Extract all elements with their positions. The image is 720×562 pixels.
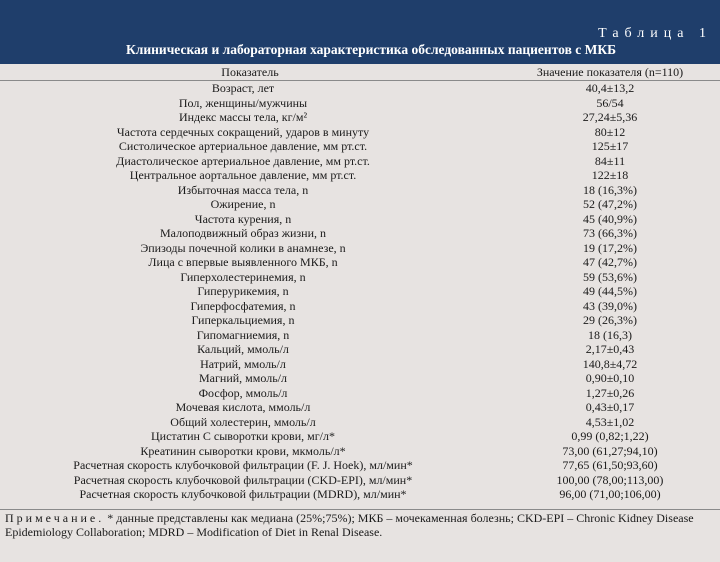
row-value: 122±18 bbox=[591, 168, 629, 182]
table-body bbox=[0, 81, 720, 502]
row-value: 1,27±0,26 bbox=[585, 385, 635, 400]
table-header-band bbox=[0, 0, 720, 64]
row-indicator: Лица с впервые выявленного МКБ, n bbox=[148, 255, 338, 269]
table-row bbox=[0, 386, 720, 401]
row-value: 45 (40,9%) bbox=[583, 211, 637, 226]
table-note bbox=[5, 511, 717, 539]
table-row bbox=[0, 400, 720, 415]
row-value: 52 (47,2%) bbox=[583, 197, 637, 211]
row-value: 84±11 bbox=[594, 153, 626, 168]
row-value: 19 (17,2%) bbox=[583, 240, 637, 255]
row-indicator: Ожирение, n bbox=[210, 197, 276, 211]
row-value: 40,4±13,2 bbox=[585, 81, 635, 95]
row-indicator: Общий холестерин, ммоль/л bbox=[170, 414, 316, 429]
table-row bbox=[0, 357, 720, 372]
row-value: 47 (42,7%) bbox=[583, 255, 637, 269]
table-row bbox=[0, 342, 720, 357]
row-value: 29 (26,3%) bbox=[583, 313, 637, 327]
row-value: 77,65 (61,50;93,60) bbox=[562, 458, 658, 472]
row-value: 0,43±0,17 bbox=[585, 400, 635, 414]
row-indicator: Натрий, ммоль/л bbox=[200, 356, 286, 371]
row-value: 27,24±5,36 bbox=[582, 110, 638, 124]
table-row bbox=[0, 125, 720, 140]
row-indicator: Мочевая кислота, ммоль/л bbox=[175, 400, 311, 414]
table-row bbox=[0, 212, 720, 227]
row-value: 96,00 (71,00;106,00) bbox=[559, 487, 661, 501]
table-row bbox=[0, 487, 720, 502]
row-indicator: Креатинин сыворотки крови, мкмоль/л* bbox=[140, 443, 346, 458]
row-value: 18 (16,3%) bbox=[583, 182, 637, 197]
row-indicator: Возраст, лет bbox=[211, 81, 275, 95]
table-row bbox=[0, 226, 720, 241]
table-row bbox=[0, 81, 720, 96]
row-value: 49 (44,5%) bbox=[583, 284, 637, 298]
table-bottom-rule bbox=[0, 509, 720, 510]
row-indicator: Кальций, ммоль/л bbox=[197, 342, 289, 356]
table-row bbox=[0, 458, 720, 473]
table-title: Клиническая и лабораторная характеристика обследованных пациентов с МКБ bbox=[126, 42, 617, 57]
row-indicator: Расчетная скорость клубочковой фильтрации (F. J. Hoek), мл/мин* bbox=[73, 458, 413, 472]
row-indicator: Гиперкальциемия, n bbox=[191, 313, 295, 327]
table-row bbox=[0, 473, 720, 488]
row-value: 59 (53,6%) bbox=[583, 269, 637, 284]
column-header-value: Значение показателя (n=110) bbox=[536, 65, 684, 79]
note-lead: Примечание. bbox=[5, 511, 105, 525]
row-value: 18 (16,3) bbox=[588, 327, 632, 342]
row-value: 43 (39,0%) bbox=[583, 298, 637, 313]
table-row bbox=[0, 429, 720, 444]
row-indicator: Расчетная скорость клубочковой фильтрации (CKD-EPI), мл/мин* bbox=[73, 472, 413, 487]
table-row bbox=[0, 328, 720, 343]
row-indicator: Цистатин С сыворотки крови, мг/л* bbox=[151, 429, 335, 443]
row-indicator: Фосфор, ммоль/л bbox=[198, 385, 288, 400]
table-row bbox=[0, 110, 720, 125]
table-row bbox=[0, 154, 720, 169]
table-row bbox=[0, 444, 720, 459]
row-indicator: Частота сердечных сокращений, ударов в минуту bbox=[116, 124, 370, 139]
row-value: 73 (66,3%) bbox=[583, 226, 637, 240]
table-row bbox=[0, 255, 720, 270]
table-row bbox=[0, 96, 720, 111]
row-value: 0,99 (0,82;1,22) bbox=[571, 429, 649, 443]
table-row bbox=[0, 299, 720, 314]
row-indicator: Гиперурикемия, n bbox=[197, 284, 289, 298]
row-value: 125±17 bbox=[591, 139, 629, 153]
column-header-indicator: Показатель bbox=[221, 65, 279, 79]
row-value: 0,90±0,10 bbox=[585, 371, 635, 385]
table-row bbox=[0, 241, 720, 256]
row-value: 2,17±0,43 bbox=[585, 342, 635, 356]
table-row bbox=[0, 270, 720, 285]
table-row bbox=[0, 168, 720, 183]
row-indicator: Гиперфосфатемия, n bbox=[190, 298, 296, 313]
row-value: 73,00 (61,27;94,10) bbox=[562, 443, 658, 458]
row-indicator: Расчетная скорость клубочковой фильтрации (MDRD), мл/мин* bbox=[79, 487, 407, 501]
row-indicator: Гипомагниемия, n bbox=[196, 327, 290, 342]
table-label: Таблица 1 bbox=[598, 26, 712, 41]
row-indicator: Избыточная масса тела, n bbox=[177, 182, 309, 197]
row-indicator: Малоподвижный образ жизни, n bbox=[159, 226, 327, 240]
column-header-row bbox=[0, 64, 720, 81]
table-row bbox=[0, 197, 720, 212]
row-value: 56/54 bbox=[596, 95, 624, 110]
row-indicator: Индекс массы тела, кг/м² bbox=[178, 110, 308, 124]
table-row bbox=[0, 313, 720, 328]
row-indicator: Диастолическое артериальное давление, мм рт.ст. bbox=[116, 153, 370, 168]
table-row bbox=[0, 284, 720, 299]
row-value: 140,8±4,72 bbox=[582, 356, 638, 371]
row-indicator: Частота курения, n bbox=[194, 211, 292, 226]
row-value: 100,00 (78,00;113,00) bbox=[556, 472, 664, 487]
row-value: 80±12 bbox=[594, 124, 626, 139]
table-row bbox=[0, 139, 720, 154]
row-indicator: Пол, женщины/мужчины bbox=[178, 95, 308, 110]
note-text: * данные представлены как медиана (25%;75%); МКБ – мочекаменная болезнь; CKD-EPI – Chronic Kidney Disease Epidemiology Collaboration; MDRD – Modification of Diet in Renal Disease. bbox=[5, 511, 694, 539]
row-indicator: Центральное аортальное давление, мм рт.ст. bbox=[129, 168, 357, 182]
row-indicator: Систолическое артериальное давление, мм рт.ст. bbox=[118, 139, 368, 153]
table-row bbox=[0, 371, 720, 386]
table-row bbox=[0, 415, 720, 430]
row-indicator: Гиперхолестеринемия, n bbox=[180, 269, 306, 284]
row-indicator: Эпизоды почечной колики в анамнезе, n bbox=[140, 240, 346, 255]
table-row bbox=[0, 183, 720, 198]
row-value: 4,53±1,02 bbox=[585, 414, 635, 429]
row-indicator: Магний, ммоль/л bbox=[199, 371, 287, 385]
